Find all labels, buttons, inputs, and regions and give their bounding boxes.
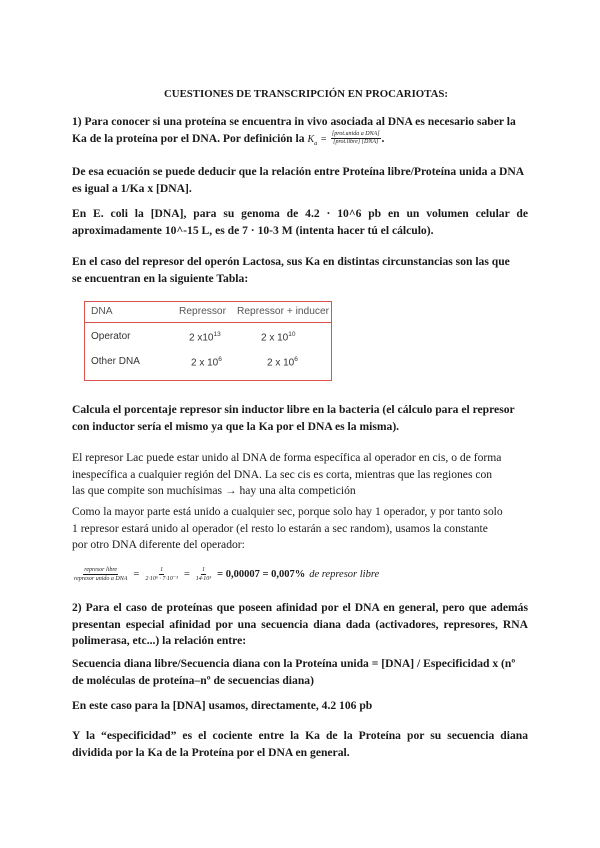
ka-value-base: 2 x 10	[191, 357, 219, 369]
inverse-fraction	[144, 566, 179, 583]
paragraph-este-caso: En este caso para la [DNA] usamos, directamente, 4.2 106 pb	[72, 699, 373, 712]
page-title: CUESTIONES DE TRANSCRIPCIÓN EN PROCARIOTAS:	[164, 88, 448, 100]
paragraph-ecoli-line-2: aproximadamente 10^-15 L, es de 7 · 10-3 M (intenta hacer tú el cálculo).	[72, 223, 434, 237]
ka-table-row-label: Other DNA	[91, 356, 140, 367]
equation-result: = 0,00007 = 0,007%	[217, 568, 306, 580]
paragraph-calcula-line-1: Calcula el porcentaje represor sin inductor libre en la bacteria (el cálculo para el represor	[72, 403, 515, 416]
ka-value-exponent: 6	[218, 356, 222, 363]
question-2-line-1: 2) Para el caso de proteínas que poseen afinidad por el DNA en general, pero que además	[72, 601, 528, 614]
ka-value-exponent: 13	[213, 331, 221, 338]
ka-symbol-subscript: a	[314, 139, 318, 147]
question-1-line-1: 1) Para conocer si una proteína se encuentra in vivo asociada al DNA es necesario saber la	[72, 115, 516, 128]
simplified-fraction	[195, 566, 212, 583]
question-1-line-2-end: .	[381, 131, 385, 145]
simplified-denominator: 14·10³	[195, 575, 212, 582]
equals-sign: =	[133, 568, 140, 580]
paragraph-ecoli-line-1: En E. coli la [DNA], para su genoma de 4.2 · 10^6 pb en un volumen celular de	[72, 207, 528, 220]
paragraph-ecuacion	[72, 164, 530, 197]
paragraph-represor-lac-line-3: las que compite son muchísimas → hay una alta competición	[72, 484, 356, 497]
inverse-denominator: 2·10⁶ · 7·10⁻³	[145, 575, 178, 582]
paragraph-secuencia	[72, 656, 532, 689]
question-2-line-2: presentan especial afinidad por una secuencia diana dada (activadores, represores, RNA	[72, 617, 528, 631]
paragraph-represor-lac	[72, 450, 532, 500]
ka-value-exponent: 10	[288, 331, 296, 338]
paragraph-calcula	[72, 402, 532, 435]
ka-value-base: 2 x10	[189, 332, 214, 344]
paragraph-represor-lac-line-1: El represor Lac puede estar unido al DNA de forma específica al operador en cis, o de forma	[72, 451, 502, 464]
ka-table-row-label: Operator	[91, 331, 131, 342]
paragraph-especificidad-line-2: dividida por la Ka de la Proteína por el DNA en general.	[72, 745, 350, 759]
simplified-numerator: 1	[201, 566, 205, 573]
ka-table-header-repressor: Repressor	[179, 306, 226, 317]
paragraph-especificidad	[72, 728, 528, 761]
paragraph-calcula-line-2: con inductor sería el mismo ya que la Ka por el DNA es la misma).	[72, 419, 400, 433]
calculation-equation	[72, 560, 379, 588]
paragraph-mayor-parte-line-2: 1 represor estará unido al operador (el resto lo estarán a sec random), usamos la constante	[72, 521, 488, 535]
paragraph-secuencia-line-2: de moléculas de proteína–nº de secuencias diana)	[72, 673, 314, 687]
ka-numerator: [prot.unida a DNA]	[331, 131, 380, 138]
paragraph-ecoli	[72, 206, 528, 239]
ratio-numerator: represor libre	[84, 566, 118, 573]
ka-table-cell	[191, 356, 222, 368]
equals-sign: =	[183, 568, 190, 580]
question-1	[72, 114, 516, 152]
paragraph-especificidad-line-1: Y la “especificidad” es el cociente entre la Ka de la Proteína por su secuencia diana	[72, 729, 528, 742]
question-2	[72, 600, 528, 650]
ka-value-exponent: 6	[294, 356, 298, 363]
ratio-fraction	[73, 566, 128, 583]
ka-table-cell	[267, 356, 298, 368]
ka-table-cell	[261, 331, 295, 343]
paragraph-mayor-parte-line-3: por otro DNA diferente del operador:	[72, 538, 245, 551]
question-1-line-2	[72, 131, 516, 153]
paragraph-lactosa-line-1: En el caso del represor del operón Lactosa, sus Ka en distintas circunstancias son las que	[72, 255, 510, 268]
paragraph-ecuacion-line-1: De esa ecuación se puede deducir que la relación entre Proteína libre/Proteína unida a DNA	[72, 165, 525, 178]
ka-definition-fraction	[331, 131, 381, 146]
ka-table-header-dna: DNA	[91, 306, 113, 317]
ka-value-base: 2 x 10	[261, 332, 289, 344]
paragraph-represor-lac-line-2: inespecífica a cualquier región del DNA. La sec cis es corta, mientras que las regiones con	[72, 467, 493, 481]
question-1-line-2-text: Ka de la proteína por el DNA. Por definición la	[72, 131, 305, 145]
paragraph-ecuacion-line-2: es igual a 1/Ka x [DNA].	[72, 181, 192, 195]
paragraph-secuencia-line-1: Secuencia diana libre/Secuencia diana con la Proteína unida = [DNA] / Especificidad x (nº	[72, 657, 516, 670]
ratio-denominator: represor unido a DNA	[74, 575, 128, 582]
paragraph-mayor-parte-line-1: Como la mayor parte está unido a cualquier sec, porque solo hay 1 operador, y por tanto solo	[72, 505, 503, 518]
question-2-line-3: polimerasa, etc...) la relación entre:	[72, 634, 247, 647]
ka-table	[84, 301, 332, 381]
paragraph-lactosa-line-2: se encuentran en la siguiente Tabla:	[72, 271, 249, 285]
inverse-numerator: 1	[160, 566, 164, 573]
ka-table-cell	[189, 331, 221, 343]
ka-denominator: [prot.libre] [DNA]	[333, 139, 379, 146]
ka-value-base: 2 x 10	[267, 357, 295, 369]
ka-equals: =	[320, 133, 328, 145]
equation-tail: de represor libre	[309, 568, 380, 580]
ka-symbol	[307, 134, 317, 145]
paragraph-mayor-parte	[72, 504, 532, 554]
ka-symbol-letter: K	[307, 133, 315, 145]
paragraph-lactosa	[72, 254, 532, 287]
ka-table-header-repressor-inducer: Repressor + inducer	[237, 306, 330, 317]
